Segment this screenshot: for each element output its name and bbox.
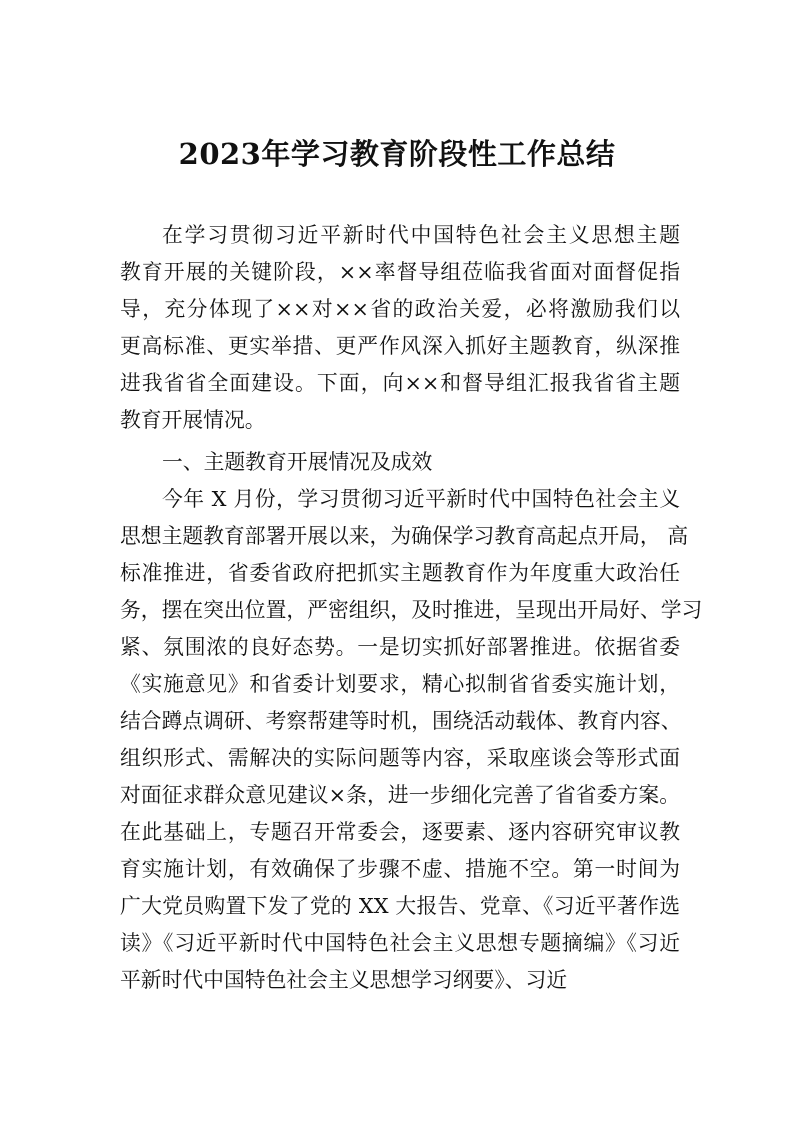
paragraph2-line: 广大党员购置下发了党的 XX 大报告、党章、《习近平著作选 <box>120 894 680 918</box>
paragraph2-line: 对面征求群众意见建议×条，进一步细化完善了省省委方案。 <box>120 783 680 807</box>
paragraph2-line: 组织形式、需解决的实际问题等内容，采取座谈会等形式面 <box>120 746 680 770</box>
paragraph1-line: 在学习贯彻习近平新时代中国特色社会主义思想主题 <box>162 223 680 247</box>
paragraph2-line: 标准推进，省委省政府把抓实主题教育作为年度重大政治任 <box>120 561 680 585</box>
paragraph2-line: 结合蹲点调研、考察帮建等时机，围绕活动载体、教育内容、 <box>120 709 682 733</box>
paragraph1-line: 教育开展情况。 <box>120 408 266 432</box>
section-heading: 一、主题教育开展情况及成效 <box>162 450 433 474</box>
paragraph2-line: 今年 X 月份，学习贯彻习近平新时代中国特色社会主义 <box>162 487 680 511</box>
paragraph2-line: 《实施意见》和省委计划要求，精心拟制省省委实施计划， <box>120 672 680 696</box>
paragraph1-line: 教育开展的关键阶段，××率督导组莅临我省面对面督促指 <box>120 260 680 284</box>
document-title: 2023年学习教育阶段性工作总结 <box>178 137 616 171</box>
paragraph1-line: 进我省省全面建设。下面，向××和督导组汇报我省省主题 <box>120 371 680 395</box>
paragraph2-line: 思想主题教育部署开展以来，为确保学习教育高起点开局， 高 <box>120 524 689 548</box>
paragraph2-line: 务，摆在突出位置，严密组织，及时推进，呈现出开局好、学习 <box>120 598 703 622</box>
paragraph2-line: 在此基础上，专题召开常委会，逐要素、逐内容研究审议教 <box>120 820 680 844</box>
paragraph2-line: 读》《习近平新时代中国特色社会主义思想专题摘编》《习近 <box>120 931 680 955</box>
paragraph2-line: 紧、氛围浓的良好态势。一是切实抓好部署推进。依据省委 <box>120 635 680 659</box>
paragraph2-line: 平新时代中国特色社会主义思想学习纲要》、习近 <box>120 968 568 992</box>
paragraph2-line: 育实施计划，有效确保了步骤不虚、措施不空。第一时间为 <box>120 857 680 881</box>
paragraph1-line: 更高标准、更实举措、更严作风深入抓好主题教育，纵深推 <box>120 334 680 358</box>
paragraph1-line: 导，充分体现了××对××省的政治关爱，必将激励我们以 <box>120 297 680 321</box>
